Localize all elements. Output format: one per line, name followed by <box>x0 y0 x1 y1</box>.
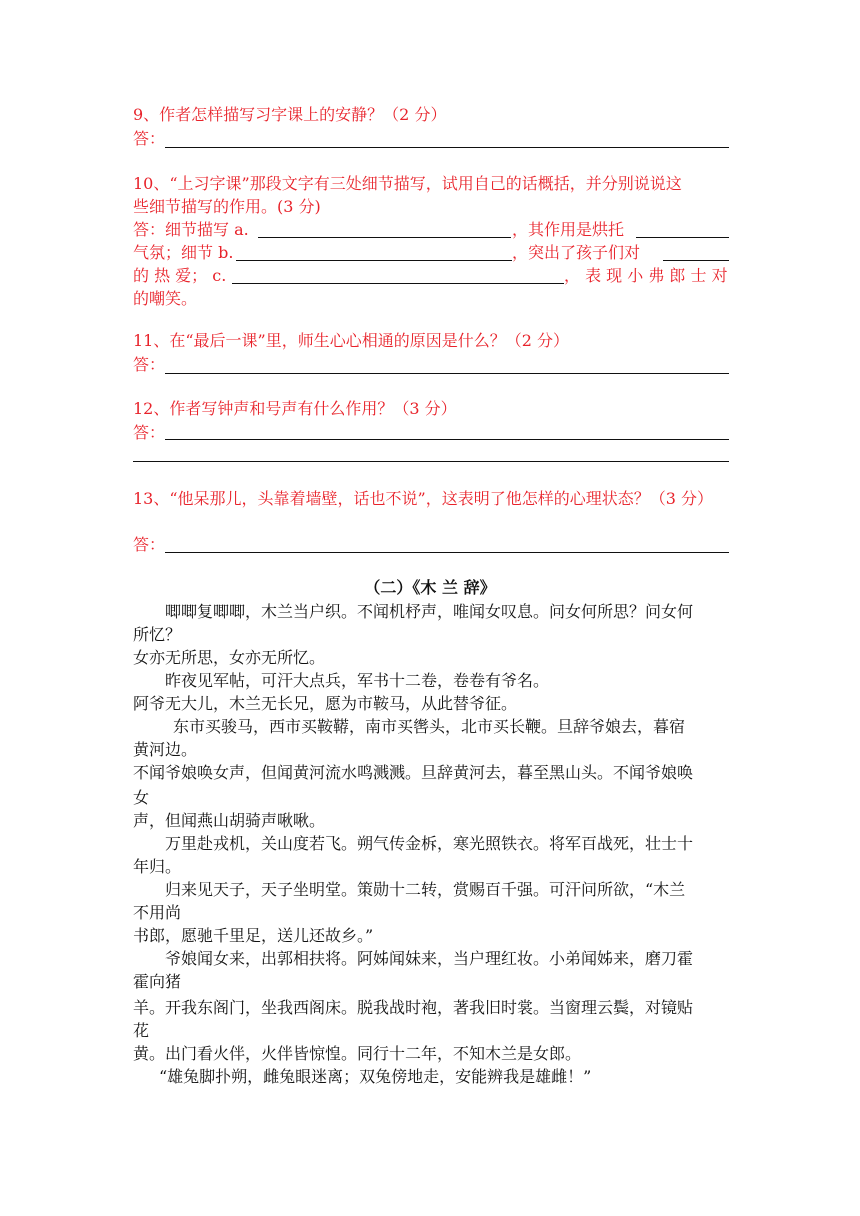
answer-10-a-blank-2[interactable] <box>636 237 729 238</box>
poem-line: 女 <box>133 788 150 807</box>
poem-line: “雄兔脚扑朔，雌兔眼迷离；双兔傍地走，安能辨我是雄雌！” <box>159 1067 592 1086</box>
answer-10-b-mid: ，突出了孩子们对 <box>512 243 641 262</box>
answer-10-b-blank[interactable] <box>236 260 512 261</box>
poem-line: 唧唧复唧唧，木兰当户织。不闻机杼声，唯闻女叹息。问女何所思？问女何 <box>165 602 694 621</box>
answer-line-13[interactable] <box>165 552 729 553</box>
poem-title: （二）《木 兰 辞》 <box>364 578 496 597</box>
question-9: 9、作者怎样描写习字课上的安静？（2 分） <box>133 105 447 124</box>
answer-label-13: 答： <box>133 535 166 554</box>
answer-label-11: 答： <box>133 355 166 374</box>
answer-10-c-blank[interactable] <box>232 283 564 284</box>
question-12: 12、作者写钟声和号声有什么作用？（3 分） <box>133 399 457 418</box>
poem-line: 黄河边。 <box>133 740 198 759</box>
poem-line: 归来见天子，天子坐明堂。策勋十二转，赏赐百千强。可汗问所欲，“木兰 <box>165 880 686 899</box>
answer-10-a-mid: ，其作用是烘托 <box>512 220 625 239</box>
answer-10-b-prefix: 气氛；细节 b. <box>133 243 234 262</box>
poem-line: 女亦无所思，女亦无所忆。 <box>133 648 326 667</box>
poem-line: 书郎，愿驰千里足，送儿还故乡。” <box>133 926 374 945</box>
answer-label-12: 答： <box>133 423 166 442</box>
question-13: 13、“他呆那儿，头靠着墙壁，话也不说”，这表明了他怎样的心理状态？（3 分） <box>133 489 713 508</box>
poem-line: 东市买骏马，西市买鞍鞯，南市买辔头，北市买长鞭。旦辞爷娘去，暮宿 <box>173 717 686 736</box>
answer-10-d: 的嘲笑。 <box>133 289 198 308</box>
poem-line: 年归。 <box>133 857 182 876</box>
poem-line: 霍向猪 <box>133 972 182 991</box>
answer-10-b-blank-2[interactable] <box>663 260 729 261</box>
answer-line-12[interactable] <box>165 439 729 440</box>
poem-line: 爷娘闻女来，出郭相扶将。阿姊闻妹来，当户理红妆。小弟闻姊来，磨刀霍 <box>165 949 694 968</box>
question-10-line-2: 些细节描写的作用。(3 分) <box>133 197 321 216</box>
answer-label-9: 答： <box>133 129 166 148</box>
question-10-line-1: 10、“上习字课”那段文字有三处细节描写，试用自己的话概括，并分别说说这 <box>133 174 682 193</box>
answer-10-a-blank[interactable] <box>258 237 511 238</box>
poem-line: 不用尚 <box>133 903 182 922</box>
poem-line: 阿爷无大儿，木兰无长兄，愿为市鞍马，从此替爷征。 <box>133 694 518 713</box>
answer-line-11[interactable] <box>165 373 729 374</box>
answer-10-c-prefix: 的 热 爱； c. <box>133 266 227 285</box>
answer-10-a-prefix: 答：细节描写 a. <box>133 220 249 239</box>
answer-10-c-mid: ， 表 现 小 弗 郎 士 对 <box>564 266 728 285</box>
poem-line: 所忆？ <box>133 625 182 644</box>
question-11: 11、在“最后一课”里，师生心心相通的原因是什么？（2 分） <box>133 331 569 350</box>
poem-line: 羊。开我东阁门，坐我西阁床。脱我战时袍，著我旧时裳。当窗理云鬓，对镜贴 <box>133 998 694 1017</box>
poem-line: 万里赴戎机，关山度若飞。朔气传金柝，寒光照铁衣。将军百战死，壮士十 <box>165 834 694 853</box>
poem-line: 花 <box>133 1021 150 1040</box>
poem-line: 昨夜见军帖，可汗大点兵，军书十二卷，卷卷有爷名。 <box>165 671 550 690</box>
poem-line: 声，但闻燕山胡骑声啾啾。 <box>133 811 326 830</box>
answer-line-9[interactable] <box>165 147 729 148</box>
answer-line-12-2[interactable] <box>133 461 729 462</box>
poem-line: 黄。出门看火伴，火伴皆惊惶。同行十二年，不知木兰是女郎。 <box>133 1044 582 1063</box>
poem-line: 不闻爷娘唤女声，但闻黄河流水鸣溅溅。旦辞黄河去，暮至黑山头。不闻爷娘唤 <box>133 763 694 782</box>
